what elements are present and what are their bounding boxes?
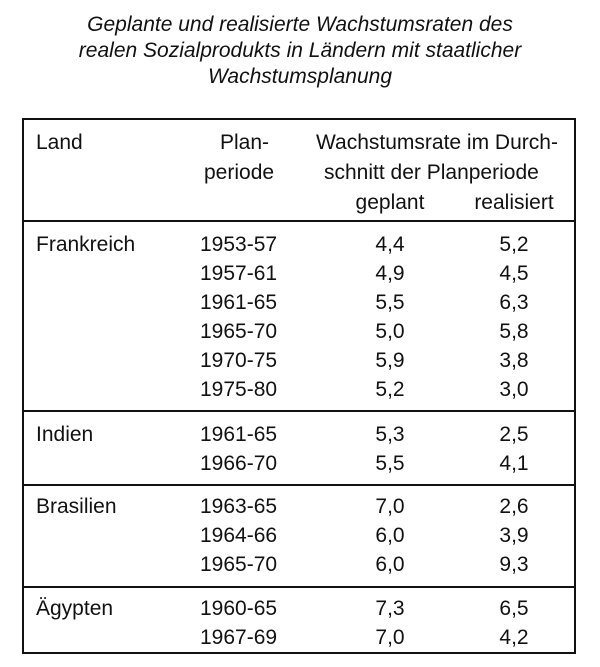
header-divider [24, 220, 574, 222]
realisiert-cell: 3,0 [499, 378, 529, 401]
realisiert-cell: 2,6 [499, 495, 529, 518]
header-land: Land [36, 131, 83, 154]
period-cell: 1961-65 [200, 291, 278, 314]
table-title [0, 12, 600, 90]
country-label: Brasilien [36, 495, 117, 518]
country-label: Indien [36, 423, 94, 446]
geplant-cell: 4,4 [375, 233, 405, 256]
realisiert-cell: 2,5 [499, 423, 529, 446]
period-cell: 1964-66 [200, 524, 278, 547]
period-cell: 1963-65 [200, 495, 278, 518]
realisiert-cell: 4,5 [499, 262, 529, 285]
geplant-cell: 5,2 [375, 378, 405, 401]
geplant-cell: 6,0 [375, 553, 405, 576]
geplant-cell: 5,5 [375, 291, 405, 314]
data-table [22, 118, 576, 654]
header-geplant: geplant [355, 191, 425, 214]
title-line-2: realen Sozialprodukts in Ländern mit staatlicher [78, 39, 522, 62]
header-realisiert: realisiert [474, 191, 554, 214]
header-plan-line-1: Plan- [220, 131, 270, 154]
period-cell: 1961-65 [200, 423, 278, 446]
header-rate-line-2: schnitt der Planperiode [324, 161, 539, 184]
geplant-cell: 7,3 [375, 597, 405, 620]
period-cell: 1966-70 [200, 452, 278, 475]
realisiert-cell: 5,2 [499, 233, 529, 256]
realisiert-cell: 5,8 [499, 320, 529, 343]
geplant-cell: 5,3 [375, 423, 405, 446]
geplant-cell: 5,9 [375, 349, 405, 372]
realisiert-cell: 4,2 [499, 626, 529, 649]
geplant-cell: 6,0 [375, 524, 405, 547]
realisiert-cell: 3,8 [499, 349, 529, 372]
period-cell: 1975-80 [200, 378, 278, 401]
period-cell: 1965-70 [200, 320, 278, 343]
period-cell: 1967-69 [200, 626, 278, 649]
period-cell: 1957-61 [200, 262, 278, 285]
geplant-cell: 5,5 [375, 452, 405, 475]
realisiert-cell: 6,5 [499, 597, 529, 620]
period-cell: 1965-70 [200, 553, 278, 576]
group-divider [24, 410, 574, 412]
country-label: Ägypten [36, 597, 114, 620]
title-line-3: Wachstumsplanung [207, 65, 393, 88]
header-plan-line-2: periode [204, 161, 275, 184]
group-divider [24, 484, 574, 486]
geplant-cell: 4,9 [375, 262, 405, 285]
realisiert-cell: 3,9 [499, 524, 529, 547]
geplant-cell: 7,0 [375, 626, 405, 649]
geplant-cell: 5,0 [375, 320, 405, 343]
header-rate-line-1: Wachstumsrate im Durch- [316, 131, 558, 154]
realisiert-cell: 4,1 [499, 452, 529, 475]
country-label: Frankreich [36, 233, 136, 256]
realisiert-cell: 9,3 [499, 553, 529, 576]
period-cell: 1970-75 [200, 349, 278, 372]
geplant-cell: 7,0 [375, 495, 405, 518]
group-divider [24, 586, 574, 588]
realisiert-cell: 6,3 [499, 291, 529, 314]
period-cell: 1953-57 [200, 233, 278, 256]
period-cell: 1960-65 [200, 597, 278, 620]
title-line-1: Geplante und realisierte Wachstumsraten des [87, 13, 513, 36]
